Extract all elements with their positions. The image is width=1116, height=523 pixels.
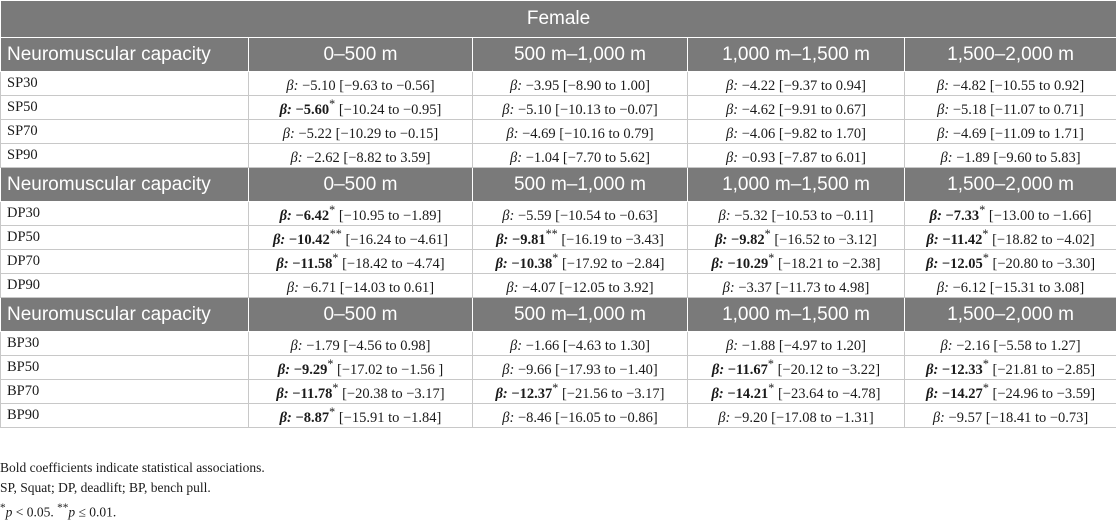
column-header-distance: 0–500 m [249,298,473,332]
coefficient-value: −5.10 [518,101,552,117]
confidence-interval: [−16.19 to −3.43] [561,231,664,247]
confidence-interval: [−20.38 to −3.17] [342,385,445,401]
coefficient-cell: β: −9.66 [−17.93 to −1.40] [473,356,688,380]
coefficient-value: −10.29 [727,255,768,271]
coefficient-value: −4.69 [953,125,987,141]
coefficient-value: −0.93 [742,149,776,165]
coefficient-cell: β: −8.46 [−16.05 to −0.86] [473,404,688,428]
coefficient-cell: β: −9.29* [−17.02 to −1.56 ] [249,356,473,380]
significance-marker: * [765,227,771,241]
beta-symbol: β [502,409,509,425]
coefficient-cell: β: −4.06 [−9.82 to 1.70] [688,120,905,144]
confidence-interval: [−16.05 to −0.86] [555,409,658,425]
footnote-abbreviations: SP, Squat; DP, deadlift; BP, bench pull. [0,478,265,498]
beta-symbol: β [933,409,940,425]
coefficient-value: −5.59 [518,207,552,223]
beta-symbol: β [290,337,297,353]
significance-marker: * [768,357,774,371]
confidence-interval: [−17.93 to −1.40] [555,361,658,377]
coefficient-value: −6.71 [303,279,337,295]
footnote-star-1: * [0,502,6,514]
coefficient-cell: β: −4.69 [−11.09 to 1.71] [905,120,1116,144]
coefficient-value: −3.37 [738,279,772,295]
beta-symbol: β [510,337,517,353]
coefficient-value: −1.04 [526,149,560,165]
footnote-p-2: p [68,505,75,520]
beta-symbol: β [502,101,509,117]
column-header-distance: 1,000 m–1,500 m [688,38,905,72]
coefficient-cell: β: −6.42* [−10.95 to −1.89] [249,202,473,226]
beta-symbol: β [712,361,719,377]
significance-marker: * [979,203,985,217]
coefficient-cell: β: −6.71 [−14.03 to 0.61] [249,274,473,298]
confidence-interval: [−10.24 to −0.95] [339,101,442,117]
confidence-interval: [−12.05 to 3.92] [559,279,653,295]
confidence-interval: [−9.82 to 1.70] [779,125,866,141]
beta-symbol: β [711,255,718,271]
significance-marker: * [552,251,558,265]
column-header-distance: 0–500 m [249,38,473,72]
coefficient-cell: β: −0.93 [−7.87 to 6.01] [688,144,905,168]
beta-symbol: β [726,125,733,141]
coefficient-value: −9.82 [731,231,765,247]
coefficient-value: −9.20 [734,409,768,425]
coefficient-cell: β: −14.21* [−23.64 to −4.78] [688,380,905,404]
coefficient-value: −8.46 [518,409,552,425]
coefficient-cell: β: −12.33* [−21.81 to −2.85] [905,356,1116,380]
beta-symbol: β [726,149,733,165]
confidence-interval: [−9.60 to 5.83] [993,149,1080,165]
confidence-interval: [−10.53 to −0.11] [771,207,873,223]
beta-symbol: β [495,385,502,401]
table-row [1,250,1116,274]
table-row [1,226,1116,250]
significance-marker: * [983,381,989,395]
confidence-interval: [−9.63 to −0.56] [339,77,434,93]
confidence-interval: [−24.96 to −3.59] [992,385,1095,401]
confidence-interval: [−23.64 to −4.78] [778,385,881,401]
coefficient-value: −10.38 [511,255,552,271]
beta-symbol: β [726,337,733,353]
table-row [1,144,1116,168]
significance-marker: ** [330,227,342,241]
results-table-body [1,1,1116,428]
coefficient-cell: β: −9.20 [−17.08 to −1.31] [688,404,905,428]
coefficient-cell: β: −8.87* [−15.91 to −1.84] [249,404,473,428]
coefficient-cell: β: −1.66 [−4.63 to 1.30] [473,332,688,356]
confidence-interval: [−10.16 to 0.79] [559,125,653,141]
coefficient-value: −12.37 [511,385,552,401]
table-row [1,72,1116,96]
coefficient-value: −5.22 [298,125,332,141]
coefficient-value: −11.67 [728,361,768,377]
beta-symbol: β [937,77,944,93]
confidence-interval: [−5.58 to 1.27] [993,337,1080,353]
column-header-distance: 1,500–2,000 m [905,38,1116,72]
coefficient-value: −1.89 [956,149,990,165]
coefficient-value: −4.07 [522,279,556,295]
beta-symbol: β [937,279,944,295]
coefficient-cell: β: −9.57 [−18.41 to −0.73] [905,404,1116,428]
beta-symbol: β [496,231,503,247]
table-row [1,404,1116,428]
coefficient-cell: β: −10.29* [−18.21 to −2.38] [688,250,905,274]
beta-symbol: β [711,385,718,401]
significance-marker: * [329,405,335,419]
beta-symbol: β [280,207,287,223]
column-header-distance: 1,000 m–1,500 m [688,168,905,202]
column-header-distance: 1,500–2,000 m [905,168,1116,202]
coefficient-cell: β: −11.42* [−18.82 to −4.02] [905,226,1116,250]
coefficient-cell: β: −1.89 [−9.60 to 5.83] [905,144,1116,168]
coefficient-value: −4.82 [953,77,987,93]
coefficient-cell: β: −5.10 [−9.63 to −0.56] [249,72,473,96]
column-header-row [1,168,1116,202]
coefficient-value: −4.06 [742,125,776,141]
column-header-capacity: Neuromuscular capacity [1,298,249,332]
beta-symbol: β [719,207,726,223]
beta-symbol: β [276,385,283,401]
beta-symbol: β [290,149,297,165]
column-header-distance: 500 m–1,000 m [473,38,688,72]
beta-symbol: β [715,231,722,247]
row-label: SP30 [1,72,249,96]
confidence-interval: [−8.90 to 1.00] [563,77,650,93]
beta-symbol: β [286,77,293,93]
coefficient-cell: β: −4.82 [−10.55 to 0.92] [905,72,1116,96]
coefficient-value: −10.42 [289,231,330,247]
coefficient-value: −4.69 [522,125,556,141]
confidence-interval: [−11.07 to 0.71] [990,101,1084,117]
significance-marker: * [327,357,333,371]
table-row [1,356,1116,380]
significance-marker: * [332,251,338,265]
beta-symbol: β [502,361,509,377]
beta-symbol: β [926,385,933,401]
significance-marker: * [983,251,989,265]
footnote-threshold-2: ≤ 0.01. [75,505,116,520]
coefficient-value: −4.22 [742,77,776,93]
coefficient-value: −12.05 [942,255,983,271]
table-row [1,380,1116,404]
table-footnotes [0,458,265,523]
beta-symbol: β [287,279,294,295]
table-title: Female [1,1,1116,38]
significance-marker: * [768,251,774,265]
coefficient-cell: β: −11.58* [−18.42 to −4.74] [249,250,473,274]
coefficient-cell: β: −5.22 [−10.29 to −0.15] [249,120,473,144]
coefficient-cell: β: −11.67* [−20.12 to −3.22] [688,356,905,380]
beta-symbol: β [502,207,509,223]
footnote-star-2: ** [57,502,68,514]
confidence-interval: [−18.82 to −4.02] [992,231,1095,247]
confidence-interval: [−10.95 to −1.89] [339,207,442,223]
coefficient-value: −9.81 [512,231,546,247]
coefficient-value: −12.33 [942,361,983,377]
beta-symbol: β [723,279,730,295]
confidence-interval: [−18.42 to −4.74] [342,255,445,271]
coefficient-cell: β: −5.32 [−10.53 to −0.11] [688,202,905,226]
coefficient-cell: β: −6.12 [−15.31 to 3.08] [905,274,1116,298]
footnote-bold: Bold coefficients indicate statistical associations. [0,458,265,478]
beta-symbol: β [937,125,944,141]
confidence-interval: [−21.56 to −3.17] [562,385,665,401]
coefficient-value: −11.78 [292,385,332,401]
beta-symbol: β [941,149,948,165]
coefficient-cell: β: −4.69 [−10.16 to 0.79] [473,120,688,144]
confidence-interval: [−20.12 to −3.22] [778,361,881,377]
coefficient-cell: β: −11.78* [−20.38 to −3.17] [249,380,473,404]
beta-symbol: β [506,125,513,141]
significance-marker: * [329,97,335,111]
confidence-interval: [−14.03 to 0.61] [340,279,434,295]
significance-marker: * [982,227,988,241]
column-header-capacity: Neuromuscular capacity [1,168,249,202]
confidence-interval: [−11.09 to 1.71] [990,125,1084,141]
confidence-interval: [−15.91 to −1.84] [339,409,442,425]
significance-marker: * [983,357,989,371]
confidence-interval: [−10.13 to −0.07] [555,101,658,117]
column-header-capacity: Neuromuscular capacity [1,38,249,72]
confidence-interval: [−17.02 to −1.56 ] [337,361,443,377]
column-header-distance: 500 m–1,000 m [473,168,688,202]
significance-marker: * [552,381,558,395]
coefficient-value: −11.58 [292,255,332,271]
coefficient-cell: β: −5.60* [−10.24 to −0.95] [249,96,473,120]
confidence-interval: [−10.54 to −0.63] [555,207,658,223]
coefficient-value: −11.42 [942,231,982,247]
row-label: SP50 [1,96,249,120]
coefficient-cell: β: −5.18 [−11.07 to 0.71] [905,96,1116,120]
coefficient-cell: β: −4.07 [−12.05 to 3.92] [473,274,688,298]
column-header-distance: 500 m–1,000 m [473,298,688,332]
footnote-threshold-1: < 0.05. [12,505,57,520]
beta-symbol: β [273,231,280,247]
confidence-interval: [−4.97 to 1.20] [779,337,866,353]
beta-symbol: β [930,207,937,223]
beta-symbol: β [278,361,285,377]
confidence-interval: [−13.00 to −1.66] [989,207,1092,223]
beta-symbol: β [726,77,733,93]
column-header-row [1,298,1116,332]
beta-symbol: β [280,101,287,117]
confidence-interval: [−9.37 to 0.94] [779,77,866,93]
confidence-interval: [−15.31 to 3.08] [990,279,1084,295]
beta-symbol: β [926,255,933,271]
confidence-interval: [−16.24 to −4.61] [345,231,448,247]
confidence-interval: [−18.41 to −0.73] [986,409,1089,425]
beta-symbol: β [280,409,287,425]
confidence-interval: [−17.08 to −1.31] [771,409,874,425]
coefficient-cell: β: −10.38* [−17.92 to −2.84] [473,250,688,274]
coefficient-cell: β: −2.16 [−5.58 to 1.27] [905,332,1116,356]
coefficient-cell: β: −2.62 [−8.82 to 3.59] [249,144,473,168]
table-title-row [1,1,1116,38]
coefficient-cell: β: −10.42** [−16.24 to −4.61] [249,226,473,250]
coefficient-value: −1.66 [526,337,560,353]
table-row [1,96,1116,120]
significance-marker: * [768,381,774,395]
row-label: DP30 [1,202,249,226]
coefficient-cell: β: −7.33* [−13.00 to −1.66] [905,202,1116,226]
coefficient-cell: β: −1.79 [−4.56 to 0.98] [249,332,473,356]
coefficient-cell: β: −9.82* [−16.52 to −3.12] [688,226,905,250]
beta-symbol: β [926,231,933,247]
column-header-distance: 0–500 m [249,168,473,202]
table-row [1,120,1116,144]
table-row [1,332,1116,356]
coefficient-cell: β: −4.62 [−9.91 to 0.67] [688,96,905,120]
coefficient-value: −5.32 [734,207,768,223]
significance-marker: * [329,203,335,217]
significance-marker: ** [546,227,558,241]
confidence-interval: [−9.91 to 0.67] [779,101,866,117]
coefficient-cell: β: −14.27* [−24.96 to −3.59] [905,380,1116,404]
significance-marker: * [332,381,338,395]
confidence-interval: [−11.73 to 4.98] [776,279,870,295]
confidence-interval: [−21.81 to −2.85] [992,361,1095,377]
coefficient-cell: β: −3.37 [−11.73 to 4.98] [688,274,905,298]
coefficient-cell: β: −3.95 [−8.90 to 1.00] [473,72,688,96]
beta-symbol: β [726,101,733,117]
coefficient-value: −2.16 [956,337,990,353]
row-label: DP50 [1,226,249,250]
confidence-interval: [−10.29 to −0.15] [336,125,439,141]
row-label: BP50 [1,356,249,380]
coefficient-value: −9.57 [949,409,983,425]
footnote-significance [0,498,265,523]
table-row [1,202,1116,226]
coefficient-cell: β: −5.10 [−10.13 to −0.07] [473,96,688,120]
confidence-interval: [−18.21 to −2.38] [778,255,881,271]
row-label: BP70 [1,380,249,404]
coefficient-value: −9.66 [518,361,552,377]
beta-symbol: β [276,255,283,271]
coefficient-value: −2.62 [306,149,340,165]
coefficient-cell: β: −5.59 [−10.54 to −0.63] [473,202,688,226]
confidence-interval: [−4.56 to 0.98] [343,337,430,353]
coefficient-cell: β: −12.05* [−20.80 to −3.30] [905,250,1116,274]
row-label: DP70 [1,250,249,274]
beta-symbol: β [283,125,290,141]
table-row [1,274,1116,298]
footnote-p-1: p [6,505,13,520]
confidence-interval: [−4.63 to 1.30] [563,337,650,353]
coefficient-value: −7.33 [946,207,980,223]
column-header-distance: 1,000 m–1,500 m [688,298,905,332]
beta-symbol: β [941,337,948,353]
coefficient-value: −8.87 [296,409,330,425]
coefficient-value: −6.12 [953,279,987,295]
coefficient-cell: β: −12.37* [−21.56 to −3.17] [473,380,688,404]
confidence-interval: [−17.92 to −2.84] [562,255,665,271]
row-label: SP70 [1,120,249,144]
coefficient-value: −4.62 [742,101,776,117]
row-label: BP90 [1,404,249,428]
coefficient-value: −9.29 [294,361,328,377]
confidence-interval: [−10.55 to 0.92] [990,77,1084,93]
row-label: DP90 [1,274,249,298]
coefficient-value: −1.88 [742,337,776,353]
coefficient-value: −14.21 [727,385,768,401]
confidence-interval: [−7.87 to 6.01] [779,149,866,165]
coefficient-cell: β: −1.04 [−7.70 to 5.62] [473,144,688,168]
coefficient-cell: β: −1.88 [−4.97 to 1.20] [688,332,905,356]
beta-symbol: β [937,101,944,117]
beta-symbol: β [926,361,933,377]
coefficient-cell: β: −9.81** [−16.19 to −3.43] [473,226,688,250]
confidence-interval: [−8.82 to 3.59] [343,149,430,165]
beta-symbol: β [718,409,725,425]
coefficient-value: −3.95 [526,77,560,93]
coefficient-value: −6.42 [296,207,330,223]
coefficient-value: −5.18 [953,101,987,117]
beta-symbol: β [510,77,517,93]
coefficient-value: −5.60 [296,101,330,117]
coefficient-value: −1.79 [306,337,340,353]
confidence-interval: [−7.70 to 5.62] [563,149,650,165]
confidence-interval: [−20.80 to −3.30] [992,255,1095,271]
row-label: SP90 [1,144,249,168]
coefficient-cell: β: −4.22 [−9.37 to 0.94] [688,72,905,96]
row-label: BP30 [1,332,249,356]
beta-symbol: β [510,149,517,165]
coefficient-value: −5.10 [302,77,336,93]
column-header-distance: 1,500–2,000 m [905,298,1116,332]
beta-symbol: β [495,255,502,271]
coefficient-value: −14.27 [942,385,983,401]
beta-symbol: β [506,279,513,295]
column-header-row [1,38,1116,72]
confidence-interval: [−16.52 to −3.12] [774,231,877,247]
